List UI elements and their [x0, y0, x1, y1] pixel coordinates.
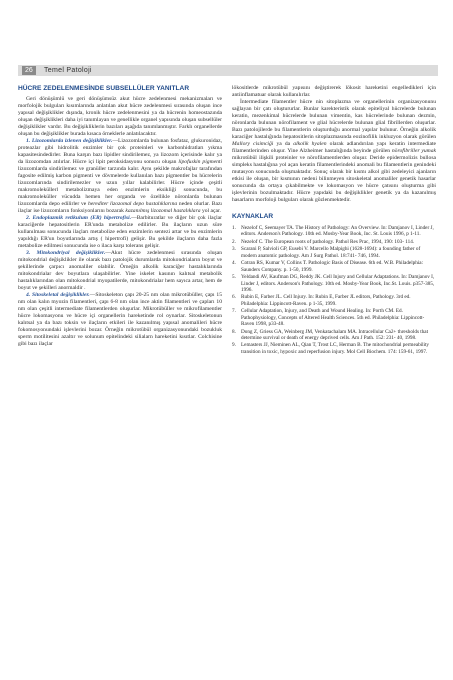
text-run: —Lizozomlarda bulunan fosfataz, glukuronidaz, proteazlar gibi hidrolitik enzimler bir çok proteinleri ve karbonhidratları yıkma kapasitesindedirler. Buna karşın bazı lipidler sindirilemez, ya lizozom içerisinde kalır ya da lizozomdan atılırlar. Hücre içi lipit peroksidasyonu sonucu oluşan: [18, 138, 223, 165]
text-run: olarak adlandırılan yapı keratin intermediate filamentlerinden oluşur. Yine Alzheimer hastalığında beyinde görülen: [232, 141, 436, 154]
right-column: [232, 85, 436, 356]
reference-text: Yeldandi AV, Kaufman DG, Reddy JK. Cell Injury and Cellular Adaptations. In: Damjanov I, Linder J, editors. Anderson's Pathology. 10th ed. Mosby-Year Book, Inc.St. Louis. p357-385, 1996.: [241, 274, 435, 293]
reference-text: Lemasters JJ, Nieminen AL, Qian T, Trost LC, Herman B. The mitochondrial permeability transition in toxic, hypoxic and reperfusion injury. Mol Cell Biochem. 174: 159-61, 1997.: [241, 342, 430, 355]
reference-number: 9.: [232, 342, 236, 349]
text-run: ya da: [273, 141, 294, 147]
subheading-mitochondria: 3. Mitokondriyal değişiklikler.: [26, 250, 106, 256]
term-lipofuscin: lipofuskin pigmenti: [178, 159, 223, 165]
paragraph-intro: Geri dönüşümlü ve geri dönüşümsüz akut hücre zedelenmesi mekanizmaları ve morfolojik bulguları kısımlarında anlatılan akut hücre zedelenmesi sırasında oluşan ince yapısal değişiklikler dışında, kronik hücre zedelenmesini ya da hücrenin homeostazında oluşan değişiklikleri daha iyi tanımlayan ve genellikle organel yapısında oluşan subsellüler değişiklikler vardır. Bu değişikliklerin bazıları aşağıda tanımlanmıştır. Farklı organellerde oluşan bu değişiklikler burada kısaca örneklerle anlatılacaktır.: [18, 96, 222, 137]
reference-item: [232, 225, 436, 238]
reference-text: Scarani P, Salvioli GP, Eusebi V. Marcello Malpighi (1628-1694): a founding father of modern anatomic pathology. Am J Surg Pathol. 18:741- 746, 1994.: [241, 246, 421, 259]
reference-text: Nezelof C. The European roots of pathology. Pathol Res Prac, 1994, 190: 103- 114.: [241, 238, 415, 245]
text-run: mikrotübül ilişkili proteinler ve nörofilamentlerden oluşur. Deride epidermolizis bullosa simpleks hastalığına yol açan keratin filamentlerindeki anomali bu filamentlerin genindeki mutasyon sonucunda oluşmaktadır. Sonuç olarak bir kısmı alkol gibi zedeleyici ajanların etkisi ile oluşan, bir kısmının nedeni bilinmeyen sitoskeletal anomaliler genetik hasarlar sonucunda da ortaya çıkabilmekte ve lokomasyon ve hücre çatısını oluşturma gibi işlevlerinin bozulmaktadır. Hücre yapıdaki bu değişiklikler genetik ya da kazanılmış hasarların morfoloji bulguları olarak gözlenmektedir.: [232, 155, 436, 203]
paragraph-lysosome: [18, 138, 222, 215]
paragraph-mitochondria: [18, 250, 222, 292]
reference-item: [232, 294, 436, 307]
reference-number: 8.: [232, 328, 236, 335]
reference-item: [232, 274, 436, 293]
references-title: KAYNAKLAR: [232, 213, 274, 220]
reference-item: [232, 342, 436, 355]
term-lysosomal-storage: herediter lizozomal depo hastalıklarına: [87, 201, 178, 207]
text-run: neden olurlar. Bazı ilaçlar ise lizozomların fonksiyonlarını bozarak: [18, 201, 222, 214]
term-neurofibrillary: nörofibriller yumak: [391, 148, 437, 154]
reference-text: Cellular Adaptation, Injury, and Death and Wound Healing. In: Porth CM. Ed. Pathophysiology, Concepts of Altered Health Sciences. 5th ed. Philadelphia: Lippincott-Raven 1998, p33-48.: [241, 308, 425, 327]
reference-item: [232, 246, 436, 259]
section-title: HÜCRE ZEDELENMESİNDE SUBSELLÜLER YANITLAR: [18, 85, 190, 92]
left-column: [18, 85, 222, 348]
reference-number: 3.: [232, 246, 236, 253]
running-head-title: Temel Patoloji: [44, 67, 92, 74]
running-header: [18, 65, 438, 76]
paragraph-continuation: lökositlerde mikrotübül yapısını değiştirerek lökosit hareketini engelledikleri için antiinflamatuar olarak kullanılırlar.: [232, 85, 436, 98]
text-run: yol açar.: [200, 208, 221, 214]
term-acquired-lysosomal: kazanılmış lizozomal hastalıklara: [125, 208, 201, 214]
reference-number: 6.: [232, 294, 236, 301]
subheading-cytoskeleton: 4. Sitoskeletal değişiklikler.: [26, 292, 90, 298]
reference-item: [232, 329, 436, 342]
subheading-er: 2. Endoplazmik retikulum (ER) hipertrofisi.: [26, 215, 132, 221]
reference-text: Rubin E, Farber JL. Cell Injury. In: Rubin E, Farber JL editors, Pathology. 3rd ed. Philadelphia: Lippincott-Raven. p 1-35, 1999.: [241, 294, 411, 307]
reference-text: Dong Z, Griess GA, Weinberg JM, Venkatachalam MA. Intracellular Ca2+ thresholds that determine survival or death of energy deprived cells. Am J Path. 152: 231- 40, 1998.: [241, 328, 429, 341]
text-run: —Barbituratlar ve diğer bir çok ilaçlar karaciğerde hepatositlerin ER'unda metabolize edilirler. Bu ilaçların uzun süre kullanılması sonucunda ilaçları metabolize eden enzimlerin sentezi artar ve bu enzimlerin yapıldığı ER'un boyutlarında artış ( hipertrofi) gelişir. Bu şekilde ilaçların daha fazla metabolize edilmesi sonucunda ise o ilaca karşı tolerans gelişir.: [18, 215, 222, 249]
reference-text: Cotran RS, Kumar V, Collins T. Pathologic Basis of Disease. 6th ed. W.B. Philadelphia: Saunders Company. p. 1-50, 1999.: [241, 260, 424, 273]
subheading-lysosome: 1. Lizozomlarda izlenen değişiklikler.: [26, 138, 113, 144]
reference-text: Nezelof C, Seemayer TA. The History of Pathology: An Overview. In: Damjanov I, Linder J, editors. Anderson's Pathology. 10th ed. Mosby-Year Book, Inc. St. Louis 1996, p 1-11.: [241, 225, 434, 238]
text-run: —Sitoskeleton çapı 20-25 nm olan mikrotübüller, çapı 15 nm olan kalın myozin filamentleri, çapı 6-8 nm olan ince aktin filamentleri ve çapları 10 nm olan çeşitli intermediate filamentlerden oluşurlar. Mikrotübüller ve mikrofilamentler hücre lokomasyonu ve hücre içi organellerin hareketinde rol oynarlar. Sitoskeletonun kalıtsal ya da bazı toksin ve ilaçların etkileri ile kazanılmış yapısal anomalileri hücre fokomosyonundaki işlevlerini bozar. Örneğin mikrotübül organizasyonundaki bozukluk sperm motilitesini azaltır ve solunum epitelindeki silialarn hareketini kısıtlar. Colchisine gibi bazı ilaçlar: [18, 292, 223, 347]
text-run: lizozomlarda sindirilemez ve granüller tarzında kalır. Aynı şekilde makrofajlar tarafından fagosite edilmiş karbon pigmenti ve dövmelerde kullanılan bazı pigmentler bu hücrelerin lizozomlarında sindirilemezler ve uzun yıllar kalabilirler. Hücre içinde çeşitli makromoleküllerl metabolizmaya eden enzimlerin eksikliği sonucunda, bu makromoleküller vücudda hemen her organda ve özellikle nöronlarda bulunan lizozomlarda depo edilirler ve: [18, 166, 222, 207]
page-number: 26: [22, 66, 36, 75]
reference-item: [232, 308, 436, 327]
paragraph-cytoskeleton: [18, 292, 222, 348]
term-alcoholic-hyaline: alkolik hyalen: [293, 141, 327, 147]
reference-number: 1.: [232, 225, 236, 231]
reference-number: 2.: [232, 238, 236, 245]
reference-number: 7.: [232, 308, 236, 315]
reference-number: 4.: [232, 260, 236, 267]
reference-number: 5.: [232, 274, 236, 281]
references-list: [232, 225, 436, 355]
paragraph-intermediate-filaments: [232, 99, 436, 204]
term-mallory: Mallory cisimciği: [232, 141, 274, 147]
paragraph-er: [18, 215, 222, 250]
text-run: İntermediate filamentler hücre nin sitoplazma ve organellerinin organizasyonunu sağlayan bir çatı oluştururlar. Bunlar karekteristik olarak epiteliyal hücrelerde bulunan keratin, mezenkimal hücrelerde bulunan vimentin, kas hücrelerinde bulunan dezmin, nöronlarda bulunan nörofilament ve glial hücrelerde bulunan glial fibrillerden oluşurlar. Bazı patolojilerde bu filamentlerin oluşturduğu anormal yapılar bulunur. Örneğin alkolik karaciğer hastalığında hepatositlerin sitoplazmasında eozinofilik inkluzyon olarak görülen: [232, 99, 436, 140]
text-run: —Akut hücre zedelenmesi sırasında oluşan mitokondrial değişiklikler ile olarak bazı patolojik durumlarda mitokondriaların boyut ve şekillerinde çarpıcı anomaliler olabilir. Örneğin alkolik karaciğer hastalıklarında mitokondrialar dev boyutlara ulaşabilirler. Yine iskelet kasının kalıtsal metabolik hastalıklarından olan mitokondrial myopatilerde, mitokondrialar hem sayıca artar, hem de boyut ve şekilleri anormaldir .: [18, 250, 222, 291]
reference-item: [232, 260, 436, 273]
reference-item: [232, 239, 436, 245]
